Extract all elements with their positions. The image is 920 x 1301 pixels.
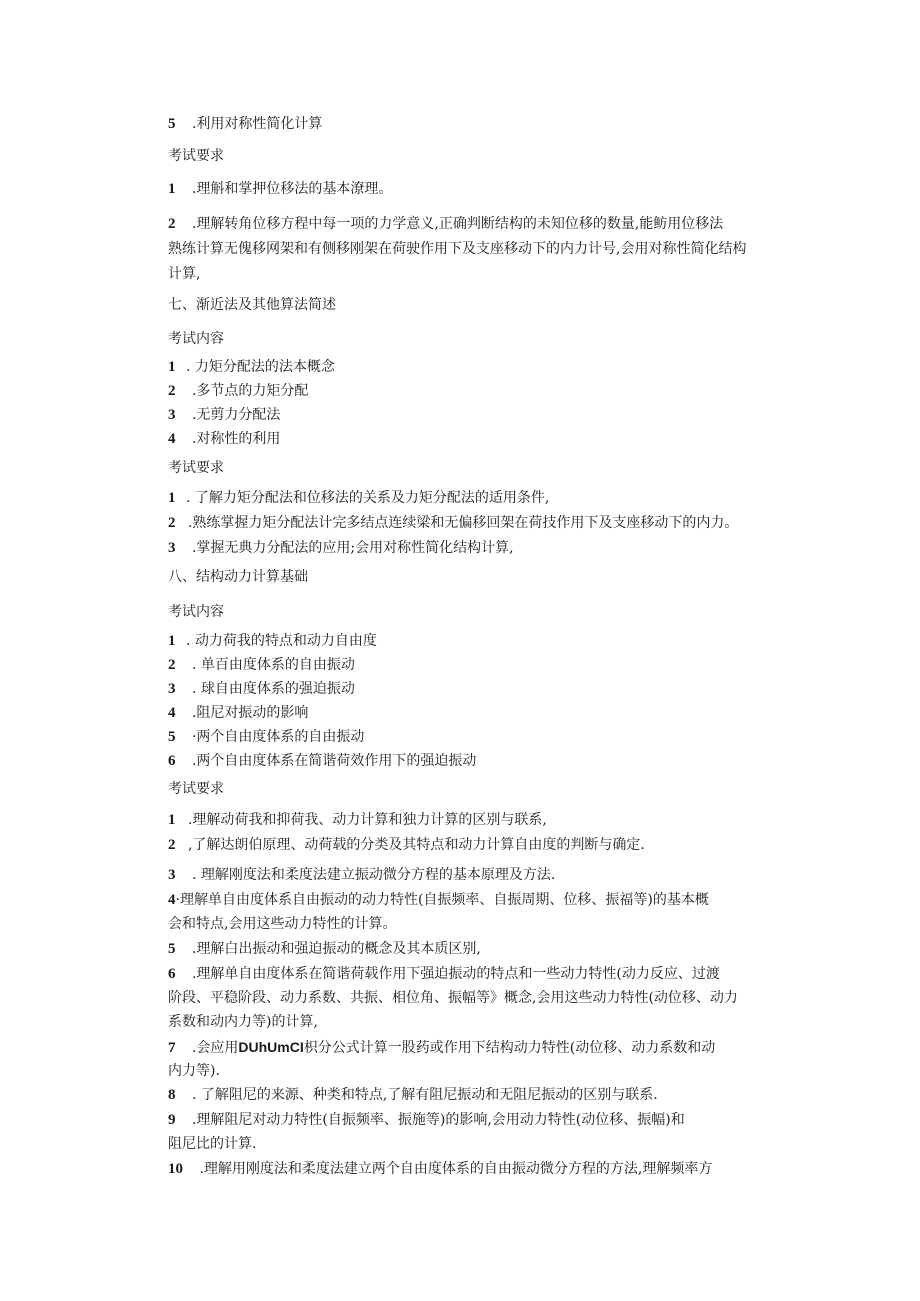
list-item (0, 1160, 920, 1178)
item-text: .对称性的利用 (191, 431, 281, 447)
item-text: . 单百由度体系的自由振动 (191, 657, 355, 673)
paragraph-continuation: 计算, (168, 266, 201, 282)
item-number: 5 (168, 941, 176, 957)
item-text: .无剪力分配法 (191, 407, 281, 423)
item-text: 枳分公式计算一股药或作用下结构动力特性(动位移、动力系数和动 (303, 1040, 716, 1056)
item-number: 3 (168, 407, 176, 423)
paragraph-continuation: 系数和动内力等)的计算, (168, 1014, 318, 1030)
item-text: .理解用刚度法和柔度法建立两个自由度体系的自由振动微分方程的方法,理解频率方 (199, 1161, 713, 1177)
list-item (0, 115, 920, 133)
formula-name: DUhUmCI (238, 1039, 304, 1055)
item-text: .理解转角位移方程中每一项的力学意义,正确判断结构的未知位移的数量,能鲂用位移法 (191, 216, 724, 232)
item-text: . 理解刚度法和柔度法建立振动微分方程的基本原理及方法. (191, 867, 556, 883)
item-number: 5 (168, 729, 176, 745)
item-number: 2 (168, 837, 176, 853)
item-text: .两个自由度体系在简谐荷效作用下的强迫振动 (191, 753, 477, 769)
item-number: 1 (168, 812, 176, 828)
list-item (0, 180, 920, 198)
list-item (0, 1086, 920, 1104)
list-item (0, 358, 920, 376)
paragraph-continuation: 熟练计算无傀移网架和有侧移刚架在荷驶作用下及支座移动下的内力计号,会用对称性简化结构 (168, 241, 747, 257)
list-item (0, 656, 920, 674)
list-item (0, 728, 920, 746)
item-number: 2 (168, 657, 176, 673)
list-item (0, 632, 920, 650)
list-item (0, 406, 920, 424)
item-text: . 力矩分配法的法本概念 (185, 359, 335, 375)
item-number: 2 (168, 383, 176, 399)
item-text: .理解单自由度体系在简谐荷载作用下强迫振动的特点和一些动力特性(动力反应、过渡 (191, 966, 720, 982)
list-item (0, 752, 920, 770)
item-text: .理解白出振动和强迫振动的概念及其本质区别, (191, 941, 481, 957)
item-text: ·理解单自由度体系自由振动的动力特性(自振频率、自振周期、位移、振福等)的基本概 (175, 892, 709, 908)
list-item (0, 940, 920, 958)
list-item (0, 704, 920, 722)
section-subheading: 考试要求 (168, 148, 224, 164)
item-number: 8 (168, 1087, 176, 1103)
paragraph-continuation: 阻尼比的计算. (168, 1136, 257, 1152)
paragraph-continuation: 内力等). (168, 1063, 220, 1079)
list-item (0, 382, 920, 400)
item-number: 1 (168, 490, 176, 506)
list-item (0, 836, 920, 854)
item-text: . 了解力矩分配法和位移法的关系及力矩分配法的适用条件, (185, 490, 550, 506)
list-item (0, 514, 920, 532)
item-number: 3 (168, 681, 176, 697)
item-text: ,了解达朗伯原理、动荷载的分类及其特点和动力计算自由度的判断与确定. (187, 837, 645, 853)
list-item (0, 215, 920, 233)
list-item (0, 866, 920, 884)
item-number: 1 (168, 633, 176, 649)
paragraph-continuation: 会和特点,会用这些动力特性的计算。 (168, 916, 397, 932)
item-number: 4 (168, 892, 176, 908)
item-number: 7 (168, 1040, 176, 1056)
item-text: .熟练掌握力矩分配法计完多结点连续梁和无偏移回架在荷技作用下及支座移动下的内力。 (187, 515, 739, 531)
paragraph-continuation: 阶段、平稳阶段、动力系数、共振、相位角、振幅等》概念,会用这些动力特性(动位移、动力 (168, 990, 738, 1006)
section-subheading: 考试要求 (168, 460, 224, 476)
item-number: 6 (168, 966, 176, 982)
item-number: 1 (168, 181, 176, 197)
list-item (0, 430, 920, 448)
item-number: 6 (168, 753, 176, 769)
item-text: .理解阻尼对动力特性(自振频率、振施等)的影响,会用动力特性(动位移、振幅)和 (191, 1112, 685, 1128)
section-title: 八、结构动力计算基础 (168, 569, 308, 585)
item-text: . 了解阻尼的来源、种类和特点,了解有阻尼振动和无阻尼振动的区别与联系. (191, 1087, 658, 1103)
item-text: .多节点的力矩分配 (191, 383, 309, 399)
item-text: .利用对称性简化计算 (191, 116, 323, 132)
item-text: .阻尼对振动的影响 (191, 705, 309, 721)
list-item (0, 811, 920, 829)
item-number: 9 (168, 1112, 176, 1128)
item-text: ·两个自由度体系的自由振动 (191, 729, 365, 745)
item-number: 4 (168, 431, 176, 447)
list-item (0, 680, 920, 698)
item-text: . 球自由度体系的强迫振动 (191, 681, 355, 697)
item-number: 3 (168, 540, 176, 556)
item-text: .理斛和掌押位移法的基本潦理。 (191, 181, 393, 197)
list-item (0, 965, 920, 983)
list-item (0, 1111, 920, 1129)
section-title: 七、渐近法及其他算法简述 (168, 297, 336, 313)
list-item (0, 489, 920, 507)
section-subheading: 考试要求 (168, 781, 224, 797)
item-number: 3 (168, 867, 176, 883)
section-subheading: 考试内容 (168, 604, 224, 620)
section-subheading: 考试内容 (168, 331, 224, 347)
item-number: 10 (168, 1161, 183, 1177)
item-number: 1 (168, 359, 176, 375)
item-text: .会应用 (191, 1040, 239, 1056)
item-text: .掌握无典力分配法的应用;会用对称性简化结构计算, (191, 540, 514, 556)
list-item (0, 539, 920, 557)
item-text: .理解动荷我和抑荷我、动力计算和独力计算的区别与联系, (187, 812, 547, 828)
item-number: 5 (168, 116, 176, 132)
list-item (0, 891, 920, 909)
item-text: . 动力荷我的特点和动力自由度 (185, 633, 377, 649)
list-item (0, 1038, 920, 1057)
item-number: 4 (168, 705, 176, 721)
item-number: 2 (168, 515, 176, 531)
item-number: 2 (168, 216, 176, 232)
